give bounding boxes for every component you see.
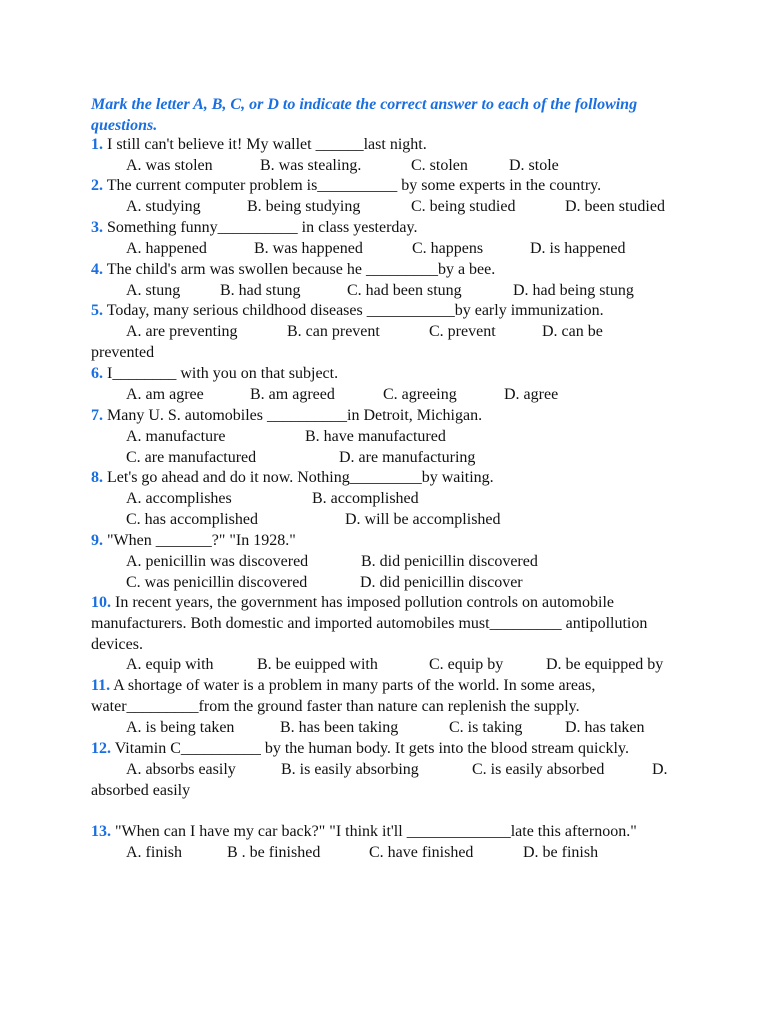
option-d[interactable]: D. can be [542,322,603,340]
option-a[interactable]: A. manufacture [126,427,226,445]
option-d[interactable]: D. been studied [565,197,665,215]
option-d[interactable]: D. [652,760,668,778]
option-c[interactable]: C. are manufactured [126,448,257,466]
option-a[interactable]: A. happened [126,239,207,257]
option-d-continuation: prevented [91,343,155,361]
option-d-continuation: absorbed easily [91,781,191,799]
option-c[interactable]: C. was penicillin discovered [126,573,308,591]
option-b[interactable]: B. did penicillin discovered [361,552,538,570]
question-number: 11. [91,677,111,694]
question-text: Something funny__________ in class yesterday. [103,219,418,236]
options-row [91,385,691,406]
option-b[interactable]: B. can prevent [287,322,380,340]
option-a[interactable]: A. was stolen [126,156,213,174]
question-number: 5. [91,302,103,319]
option-b[interactable]: B. be euipped with [257,656,378,674]
options-row [91,427,691,448]
question-8 [91,468,691,530]
question-text: Many U. S. automobiles __________in Detroit, Michigan. [103,407,483,424]
option-d[interactable]: D. are manufacturing [339,448,476,466]
question-5 [91,301,691,363]
question-text: A shortage of water is a problem in many parts of the world. In some areas, water_________from the ground faster than nature can replenish the supply. [91,677,596,715]
question-6 [91,364,691,406]
option-c[interactable]: C. is taking [449,718,523,736]
question-4 [91,260,691,302]
option-c[interactable]: C. is easily absorbed [472,760,605,778]
option-a[interactable]: A. finish [126,843,182,861]
option-a[interactable]: A. stung [126,281,181,299]
option-a[interactable]: A. studying [126,197,201,215]
options-row [91,281,691,302]
question-12 [91,739,691,801]
option-a[interactable]: A. absorbs easily [126,760,236,778]
option-c[interactable]: C. prevent [429,322,496,340]
options-row [91,322,691,343]
question-11 [91,676,691,738]
question-number: 3. [91,219,103,236]
question-number: 6. [91,365,103,382]
option-b[interactable]: B. was stealing. [260,156,362,174]
options-row [91,448,691,469]
question-number: 12. [91,740,111,757]
options-row [91,489,691,510]
question-text: The current computer problem is__________ by some experts in the country. [103,177,602,194]
question-number: 7. [91,407,103,424]
option-a[interactable]: A. are preventing [126,322,238,340]
options-row [91,197,691,218]
question-text: Vitamin C__________ by the human body. It gets into the blood stream quickly. [111,740,629,757]
option-d[interactable]: D. is happened [530,239,626,257]
question-text: Let's go ahead and do it now. Nothing_________by waiting. [103,469,494,486]
options-row [91,156,691,177]
question-text: Today, many serious childhood diseases ___________by early immunization. [103,302,604,319]
question-number: 13. [91,823,111,840]
option-c[interactable]: C. had been stung [347,281,462,299]
option-a[interactable]: A. accomplishes [126,489,232,507]
question-number: 8. [91,469,103,486]
question-text: In recent years, the government has imposed pollution controls on automobile manufacturers. Both domestic and imported automobiles must_________ antipollution devices. [91,594,648,653]
question-text: "When can I have my car back?" "I think it'll _____________late this afternoon." [111,823,637,840]
options-row [91,239,691,260]
question-10 [91,593,691,676]
question-number: 2. [91,177,103,194]
option-c[interactable]: C. have finished [369,843,474,861]
option-d[interactable]: D. be equipped by [546,656,664,674]
option-c[interactable]: C. has accomplished [126,510,258,528]
options-row [91,760,691,781]
question-13 [91,822,691,864]
option-b[interactable]: B. accomplished [312,489,419,507]
option-b[interactable]: B. is easily absorbing [281,760,419,778]
options-row [91,843,691,864]
option-b[interactable]: B. had stung [220,281,301,299]
option-b[interactable]: B . be finished [227,843,321,861]
option-d[interactable]: D. agree [504,385,559,403]
question-number: 9. [91,532,103,549]
question-text: The child's arm was swollen because he _________by a bee. [103,261,496,278]
option-d[interactable]: D. stole [509,156,559,174]
option-b[interactable]: B. am agreed [250,385,335,403]
option-d[interactable]: D. be finish [523,843,599,861]
question-number: 10. [91,594,111,611]
option-d[interactable]: D. will be accomplished [345,510,501,528]
options-row [91,510,691,531]
option-a[interactable]: A. am agree [126,385,204,403]
option-c[interactable]: C. stolen [411,156,468,174]
option-c[interactable]: C. being studied [411,197,516,215]
question-9 [91,531,691,593]
option-b[interactable]: B. being studying [247,197,361,215]
instructions-heading: Mark the letter A, B, C, or D to indicate the correct answer to each of the following questions. [91,96,638,134]
option-a[interactable]: A. equip with [126,656,214,674]
option-d[interactable]: D. did penicillin discover [360,573,523,591]
option-b[interactable]: B. have manufactured [305,427,446,445]
question-text: I still can't believe it! My wallet ______last night. [103,136,427,153]
option-c[interactable]: C. happens [412,239,484,257]
options-row [91,573,691,594]
question-7 [91,406,691,468]
option-a[interactable]: A. penicillin was discovered [126,552,309,570]
option-d[interactable]: D. had being stung [513,281,634,299]
option-c[interactable]: C. agreeing [383,385,457,403]
option-c[interactable]: C. equip by [429,656,504,674]
question-number: 4. [91,261,103,278]
options-row [91,552,691,573]
options-row [91,655,691,676]
options-row [91,718,691,739]
question-2 [91,176,691,218]
option-a[interactable]: A. is being taken [126,718,235,736]
option-d[interactable]: D. has taken [565,718,645,736]
option-b[interactable]: B. was happened [254,239,363,257]
question-1 [91,135,691,177]
question-text: I________ with you on that subject. [103,365,339,382]
option-b[interactable]: B. has been taking [280,718,399,736]
question-number: 1. [91,136,103,153]
question-text: "When _______?" "In 1928." [103,532,296,549]
question-3 [91,218,691,260]
